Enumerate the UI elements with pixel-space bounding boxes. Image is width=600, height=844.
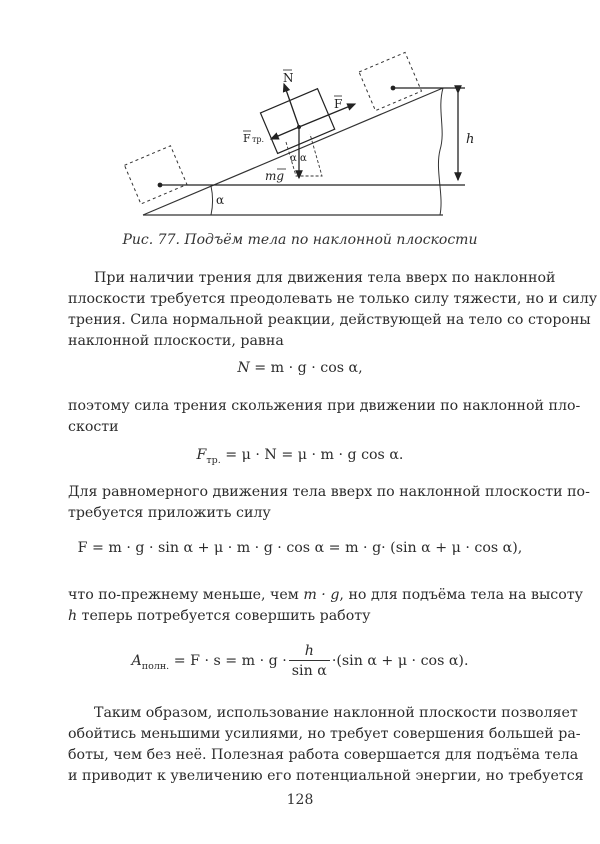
label-alpha-right: α [300,153,307,164]
paragraph-conclusion [68,703,584,787]
formula-fraction: $\frac{h}{\text{sin α}}$ [289,643,330,679]
formula-applied-force: F = m · g · sin α + μ · m · g · cos α = m · g· (sin α + μ · cos α), [77,540,523,556]
text-line: обойтись меньшими усилиями, но требует совершения большей ра- [68,726,581,742]
formula-rhs: ·(sin α + μ · cos α). [331,653,469,669]
label-h: h [466,132,475,147]
formula-subscript: тр. [206,455,221,466]
label-mg: mg [265,169,285,183]
text-line: Для равномерного движения тела вверх по наклонной плоскости по- [68,484,590,500]
label-Ftr: F [243,132,251,145]
label-F: F [334,97,343,111]
paragraph-work [68,585,583,627]
end-position-box [359,52,421,110]
formula-total-work [0,643,600,679]
formula-lhs: F [196,447,207,463]
text-line: наклонной плоскости, равна [68,333,284,349]
inclined-plane-figure [0,0,600,230]
page-number: 128 [286,792,314,808]
formula-mid: = F · s = m · g · [169,653,287,669]
text-line: h теперь потребуется совершить работу [68,608,371,624]
formula-rhs: = μ · N = μ · m · g cos α. [220,447,404,463]
applied-force-arrow [299,104,355,127]
text-line: Таким образом, использование наклонной плоскости позволяет [94,705,578,721]
text-line: плоскости требуется преодолевать не только силу тяжести, но и силу [68,291,598,307]
formula-lhs: N [237,360,250,376]
formula-lhs: A [131,653,142,669]
text-line: При наличии трения для движения тела вверх по наклонной [94,270,556,286]
normal-force-arrow [284,84,299,127]
paragraph-friction-force [68,396,581,438]
text-line: что по-прежнему меньше, чем m · g, но для подъёма тела на высоту [68,587,583,603]
plane-edge [438,88,443,215]
formula-normal-force [0,360,600,376]
paragraph-friction-intro [68,268,598,352]
label-Ftr-sub: тр. [252,135,265,144]
incline-line [143,88,443,215]
formula-rhs: = m · g · cos α, [249,360,363,376]
label-N: N [283,71,294,85]
text-line: трения. Сила нормальной реакции, действующей на тело со стороны [68,312,591,328]
text-line: боты, чем без неё. Полезная работа совершается для подъёма тела [68,747,579,763]
formula-friction [0,447,600,466]
label-alpha-left: α [290,153,297,164]
paragraph-uniform-motion [68,482,590,524]
formula-subscript: полн. [141,661,170,672]
inclined-plane-diagram [0,0,600,230]
text-line: скости [68,419,119,435]
text-line: требуется приложить силу [68,505,271,521]
start-position-box [124,146,186,204]
base-angle-arc [211,186,213,215]
text-line: и приводит к увеличению его потенциальной энергии, но требуется [68,768,584,784]
friction-force-arrow [271,127,299,139]
label-base-alpha: α [216,193,225,207]
figure-caption: Рис. 77. Подъём тела по наклонной плоскости [122,232,478,248]
text-line: поэтому сила трения скольжения при движении по наклонной пло- [68,398,581,414]
